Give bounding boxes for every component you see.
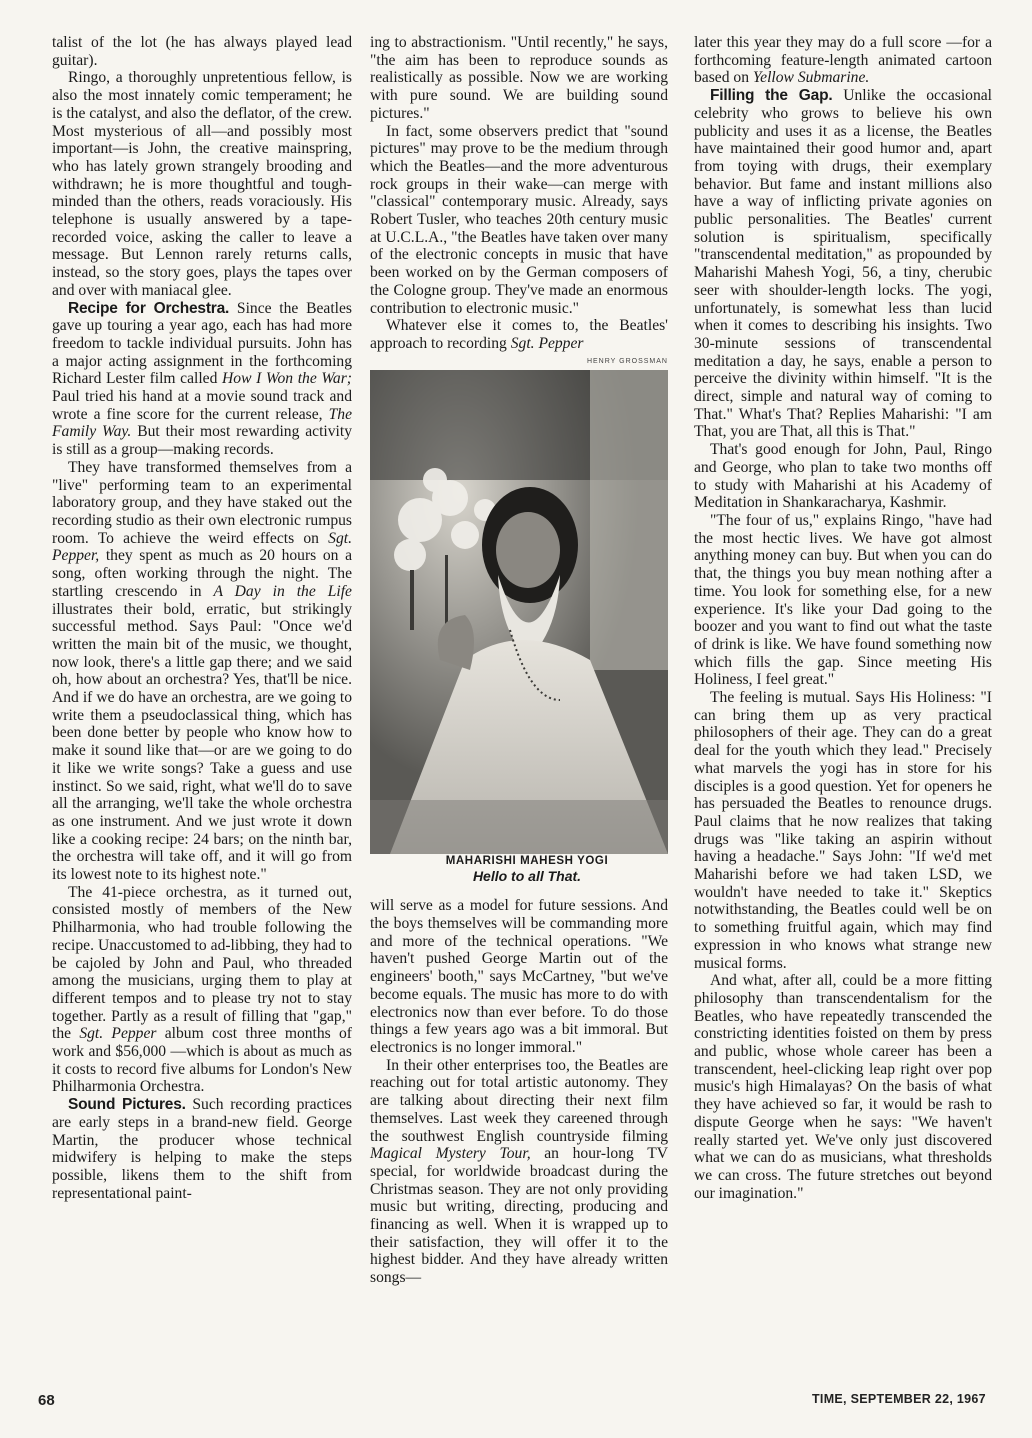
- caption-tagline: Hello to all That.: [472, 868, 582, 885]
- article-paragraph: [370, 123, 668, 318]
- italic-title: A Day in the Life: [213, 582, 352, 600]
- paragraph-text: "The four of us," explains Ringo, "have had the most hectic lives. We have got almost anything money can buy. But when you can do that, the things you buy mean nothing after a time. You look for something else, for a new experience. It's like your Dad going to the boozer and you want to find out what the taste of drink is like. We have found something now which fills the gap. Since meeting His Holiness, I feel great.": [694, 511, 992, 689]
- paragraph-text: The feeling is mutual. Says His Holiness: "I can bring them up as very practical philosophers of their age. They can do a great deal for the youth which they lead." Precisely what marvels the yogi has in store for his disciples is a good question. Yet for openers he has persuaded the Beatles to renounce drugs. Paul claims that he now realizes that taking drugs was "like taking an aspirin without having a headache." Says John: "If we'd met Maharishi before we had taken LSD, we wouldn't have needed to take it." Skeptics notwithstanding, the Beatles could well be on to something fruitful again, which may find expression in who knows what strange new musical forms.: [694, 689, 992, 972]
- italic-title: Magical Mystery Tour,: [370, 1145, 531, 1163]
- paragraph-text: In their other enterprises too, the Beatles are reaching out for total artistic autonomy. They are talking about directing their next film themselves. Last week they careened through the southwest English countryside filming: [370, 1056, 668, 1145]
- section-subhead: Recipe for Orchestra.: [68, 299, 230, 317]
- paragraph-text: talist of the lot (he has always played lead guitar).: [52, 34, 352, 69]
- paragraph-text: album cost three months of work and $56,000 —which is about as much as it costs to record five albums for London's New Philharmonia Orchestra.: [52, 1025, 352, 1096]
- paragraph-text: They have transformed themselves from a "live" performing team to an experimental laboratory group, and they have staked out the recording studio as their own electronic rumpus room. To achieve the weird effects on: [52, 458, 352, 547]
- italic-title: Sgt. Pepper: [510, 334, 584, 352]
- paragraph-text: Unlike the occasional celebrity who grows to believe his own publicity and uses it as a license, the Beatles have maintained their good humor and, apart from toying with drugs, their exemplary behavior. But fame and instant millions also have a way of inflicting private agonies on public personalities. The Beatles' current solution is spiritualism, specifically "transcendental meditation," as propounded by Maharishi Mahesh Yogi, 56, a tiny, cherubic seer with shoulder-length locks. The yogi, unfortunately, is somewhat less than lucid when it comes to describing his insights. Two 30-minute sessions of transcendental meditation a day, he says, enable a person to perceive the divinity within himself. "It is the direct, simple and natural way of coming to That." What's That? Replies Maharishi: "I am That, you are That, all this is That.": [694, 87, 992, 441]
- article-paragraph: [694, 87, 992, 441]
- article-paragraph: [52, 69, 352, 299]
- article-paragraph: [370, 34, 668, 123]
- paragraph-text: Such recording practices are early steps in a brand-new field. George Martin, the producer whose technical midwifery is helping to make the steps possible, likens them to the shift from representational paint-: [52, 1096, 352, 1202]
- photo-illustration: [370, 370, 668, 854]
- paragraph-text: later this year they may do a full score —for a forthcoming feature-length animated cartoon based on: [694, 34, 992, 87]
- article-paragraph: [52, 300, 352, 459]
- article-column-3: [694, 34, 992, 1202]
- paragraph-text: ing to abstractionism. "Until recently," he says, "the aim has been to reproduce sounds as realistically as possible. Now we are working with pure sound. We are building sound pictures.": [370, 34, 668, 122]
- italic-title: Sgt. Pepper: [79, 1025, 157, 1043]
- article-paragraph: [52, 34, 352, 69]
- maharishi-photo: [370, 370, 668, 854]
- paragraph-text: And what, after all, could be a more fitting philosophy than transcendentalism for the Beatles, who have repeatedly transcended the constricting identities foisted on them by press and public, whose whole career has been a transcendent, heel-clicking leap right over pop music's high Himalayas? On the basis of what they have achieved so far, it would be rash to dispute George when he says: "We haven't really started yet. We've only just discovered what we can do as musicians, what thresholds we can cross. The future stretches out beyond our imagination.": [694, 972, 992, 1202]
- italic-title: Yellow Submarine.: [752, 69, 870, 87]
- article-paragraph: [694, 972, 992, 1202]
- article-paragraph: [370, 317, 668, 352]
- article-column-2-top: [370, 34, 668, 353]
- paragraph-text: will serve as a model for future sessions. And the boys themselves will be commanding more and more of the technical operations. "We haven't pushed George Martin out of the engineers' booth," says McCartney, "but we've become equals. The music has more to do with electronics now than ever before. To do those things a few years ago was a bit immoral. But electronics is no longer immoral.": [370, 897, 668, 1056]
- paragraph-text: Paul tried his hand at a movie sound track and wrote a fine score for the current release,: [52, 388, 352, 423]
- italic-title: Sgt. Pepper,: [52, 529, 352, 565]
- paragraph-text: an hour-long TV special, for worldwide broadcast during the Christmas season. They are not only providing music but writing, directing, producing and financing as well. When it is wrapped up to their satisfaction, they will offer it to the highest bidder. And they have already written songs—: [370, 1145, 668, 1287]
- article-paragraph: [694, 34, 992, 87]
- photo-caption: [370, 854, 668, 885]
- paragraph-text: Whatever else it comes to, the Beatles' approach to recording: [370, 317, 668, 352]
- caption-name: MAHARISHI MAHESH YOGI: [445, 855, 609, 868]
- photo-credit: HENRY GROSSMAN: [586, 357, 668, 365]
- paragraph-text: Ringo, a thoroughly unpretentious fellow, is also the most innately comic temperament; he is the catalyst, and also the deflator, of the crew. Most mysterious of all—and possibly most important—is John, the creative mainspring, who has lately grown strangely brooding and withdrawn; he is more thoughtful and tough-minded than the others, reads voraciously. His telephone is usually answered by a tape-recorded voice, asking the caller to leave a message. But Lennon rarely returns calls, instead, so the story goes, plays the tapes over and over with maniacal glee.: [52, 69, 352, 299]
- paragraph-text: In fact, some observers predict that "sound pictures" may prove to be the medium through which the Beatles—and the more adventurous rock groups in their wake—can merge with "classical" contemporary music. Already, says Robert Tusler, who teaches 20th century music at U.C.L.A., "the Beatles have taken over many of the electronic concepts in music that have been worked on by the German composers of the Cologne group. They've made an enormous contribution to electronic music.": [370, 122, 668, 317]
- article-paragraph: [52, 459, 352, 884]
- paragraph-text: they spent as much as 20 hours on a song, often working through the night. The startling crescendo in: [52, 547, 352, 600]
- article-paragraph: [694, 512, 992, 689]
- section-subhead: Filling the Gap.: [710, 87, 833, 105]
- article-paragraph: [370, 1057, 668, 1287]
- article-paragraph: [52, 1096, 352, 1202]
- section-subhead: Sound Pictures.: [68, 1096, 186, 1114]
- article-column-2-bottom: [370, 897, 668, 1286]
- article-paragraph: [370, 897, 668, 1056]
- article-column-2: [370, 34, 668, 1287]
- paragraph-text: The 41-piece orchestra, as it turned out, consisted mostly of members of the New Philharmonia, who had trouble following the recipe. Unaccustomed to ad-libbing, they had to be cajoled by John and Paul, who threaded among the musicians, urging them to play at different tempos and to please try not to stay together. Partly as a result of filling that "gap," the: [52, 883, 352, 1043]
- article-paragraph: [694, 441, 992, 512]
- paragraph-text: illustrates their bold, erratic, but strikingly successful method. Says Paul: "Once we'd written the main bit of the music, we thought, now look, there's a little gap there; and we said oh, how about an orchestra? Yes, that'll be nice. And if we do have an orchestra, are we going to write them a pseudoclassical thing, which has been done better by people who know how to make it sound like that—or are we going to do it like we write songs? Take a guess and use instinct. So we said, right, what we'll do to save all the arranging, we'll take the whole orchestra as one instrument. And we just wrote it down like a cooking recipe: 24 bars; on the ninth bar, the orchestra will take off, and it will go from its lowest note to its highest note.": [52, 600, 352, 884]
- article-paragraph: [52, 884, 352, 1096]
- italic-title: The Family Way.: [52, 405, 352, 441]
- article-paragraph: [694, 689, 992, 972]
- italic-title: How I Won the War;: [222, 370, 352, 388]
- paragraph-text: Since the Beatles gave up touring a year ago, each has had more freedom to tackle individual pursuits. John has a major acting assignment in the forthcoming Richard Lester film called: [52, 299, 352, 388]
- paragraph-text: But their most rewarding activity is still as a group—making records.: [52, 423, 353, 459]
- page-number: 68: [38, 1392, 55, 1409]
- paragraph-text: That's good enough for John, Paul, Ringo and George, who plan to take two months off to study with Maharishi at his Academy of Meditation in Shankaracharya, Kashmir.: [694, 441, 992, 512]
- issue-dateline: TIME, SEPTEMBER 22, 1967: [812, 1392, 986, 1406]
- article-column-1: [52, 34, 352, 1202]
